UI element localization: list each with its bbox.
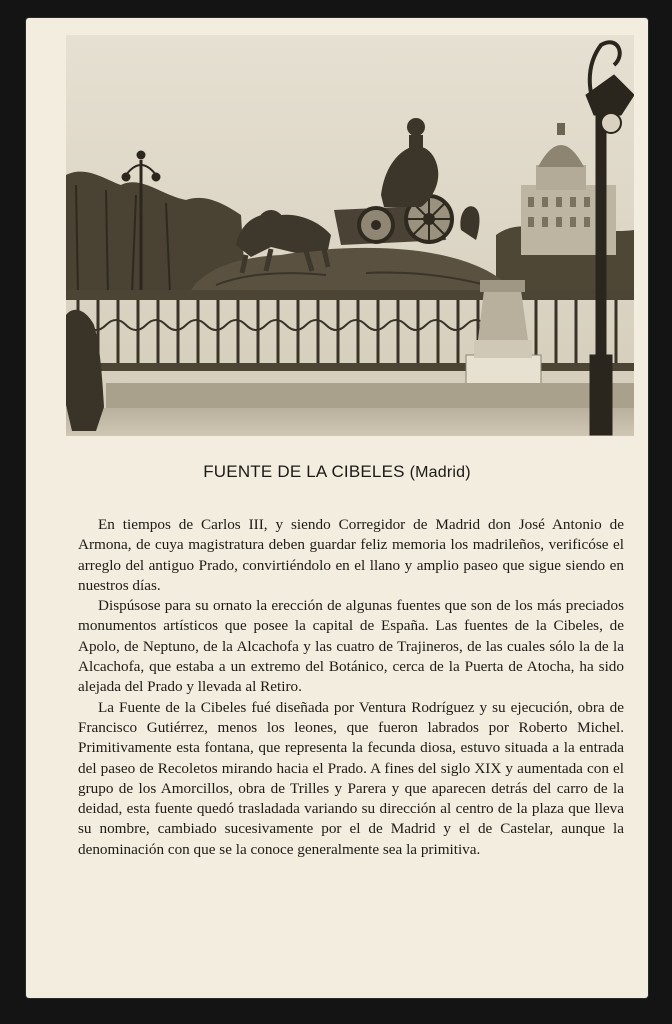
- description-text: [78, 515, 624, 860]
- paragraph-1: En tiempos de Carlos III, y siendo Corregidor de Madrid don José Antonio de Armona, de cuya magistratura deben guardar feliz memoria los madrileños, verificóse el arreglo del antiguo Prado, convirtiéndolo en el llano y amplio paseo que sigue siendo en nuestros días.: [78, 516, 624, 594]
- fountain-illustration: [66, 35, 634, 436]
- title-main: FUENTE DE LA CIBELES: [203, 462, 405, 481]
- paragraph-3: La Fuente de la Cibeles fué diseñada por Ventura Rodríguez y su ejecución, obra de Francisco Gutiérrez, menos los leones, que fueron labrados por Roberto Michel. Primitivamente esta fontana, que representa la fecunda diosa, estuvo situada a la entrada del paseo de Recoletos mirando hacia el Prado. A fines del siglo XIX y aumentada con el grupo de los Amorcillos, obra de Trilles y Parera y que aparecen detrás del carro de la deidad, esta fuente quedó trasladada variando su dirección al centro de la plaza que lleva su nombre, cambiado sucesivamente por el de Madrid y el de Castelar, aunque la denominación con que se la conoce generalmente sea la primitiva.: [78, 698, 624, 858]
- title-location: (Madrid): [409, 464, 471, 481]
- fountain-photo: [66, 35, 634, 436]
- stone-wall: [106, 383, 634, 408]
- postcard-title: [26, 462, 648, 482]
- street: [66, 408, 634, 436]
- paragraph-2: Dispúsose para su ornato la erección de algunas fuentes que son de los más preciados monumentos artísticos que posee la capital de España. Las fuentes de la Cibeles, de Apolo, de Neptuno, de la Alcachofa y las cuatro de Trajineros, de las cuales sólo la de la Alcachofa, que estaba a un extremo del Botánico, cerca de la Puerta de Atocha, ha sido alejada del Prado y llevada al Retiro.: [78, 597, 624, 696]
